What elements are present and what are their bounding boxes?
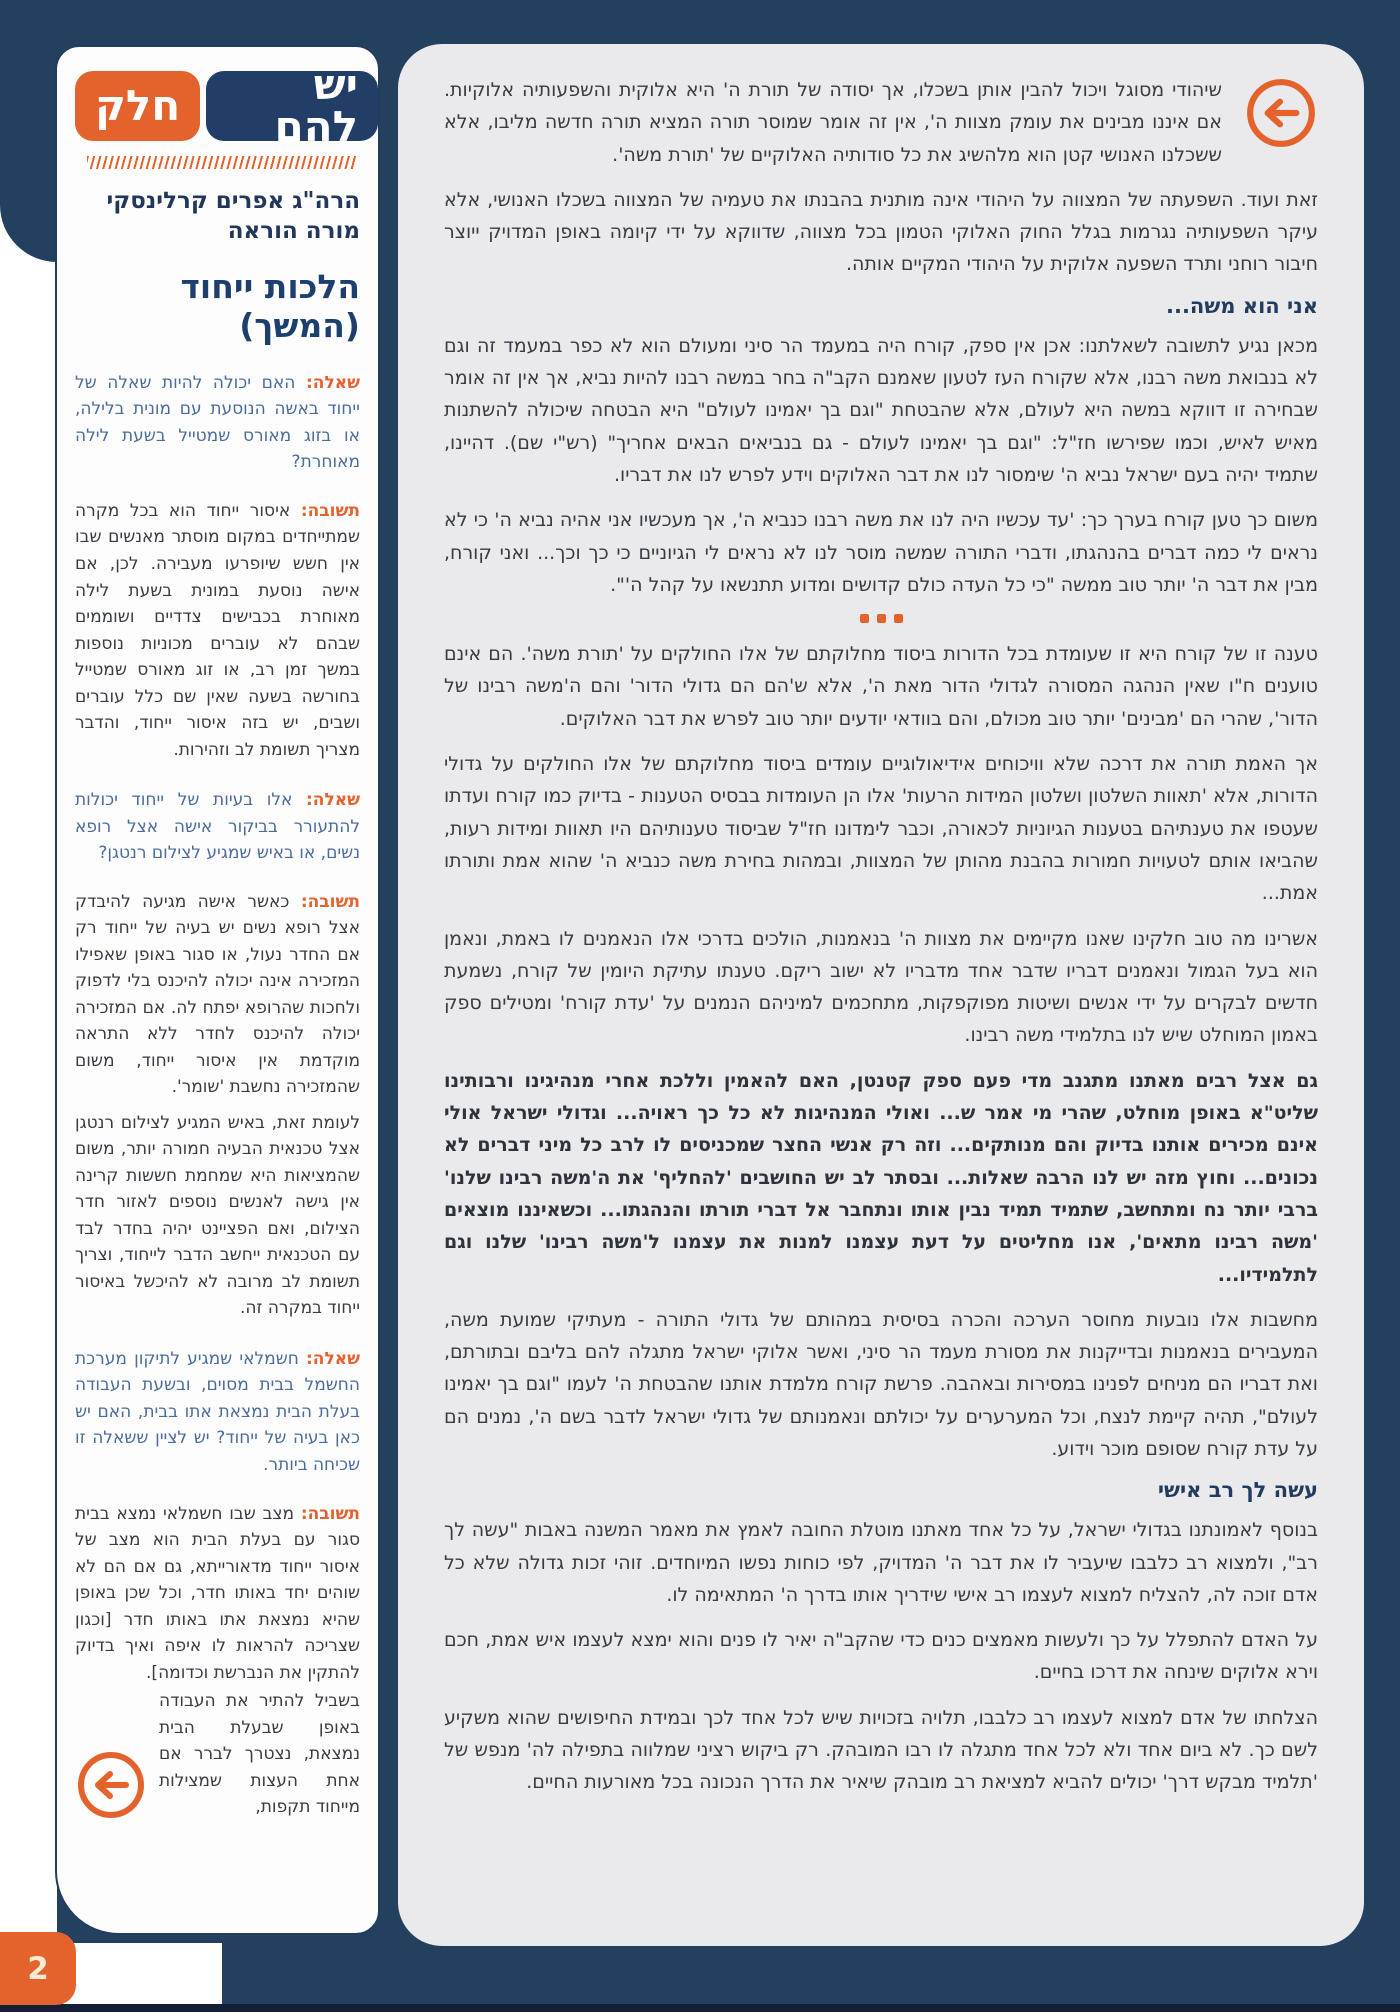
question-2 [75,787,360,867]
continued-from-arrow-icon [1244,76,1318,150]
answer-1-text: איסור ייחוד הוא בכל מקרה שמתייחדים במקום מוסתר מאנשים שבו אין חשש שיופרעו מעבירה. לכן, אם אישה נוסעת במונית בשעת לילה מאוחרת בכבישים צדדיים ושוממים שבהם לא עוברים מכוניות נוספות במשך זמן רב, או זוג מאורס שמטייל בחורשה בשעה שאין שם כלל עוברים ושבים, יש בזה איסור ייחוד, והדבר מצריך תשומת לב וזהירות. [75,500,360,760]
author-role: מורה הוראה [227,218,360,245]
answer-3 [75,1501,360,1687]
question-label: שאלה: [305,790,360,811]
answer-2-text: כאשר אישה מגיעה להיבדק אצל רופא נשים יש בעיה של ייחוד רק אם החדר נעול, או סגור באופן שאפילו המזכירה אינה יכולה להיכנס בלי לדפוק ולחכות שהרופא יפתח לה. אם המזכירה יכולה להיכנס לחדר ללא התראה מוקדמת אין איסור ייחוד, משום שהמזכירה נחשבת 'שומר'. [75,891,360,1098]
left-margin-strip [0,200,57,2004]
author-block [75,186,360,247]
section-divider-dots [444,614,1318,623]
answer-3-text: מצב שבו חשמלאי נמצא בבית סגור עם בעלת הבית הוא מצב של איסור ייחוד מדאורייתא, גם אם הם לא שוהים יחד באותו חדר, וכל שכן באופן שהיא נמצאת אתו באותו חדר [וכגון שצריכה להראות לו איפה ואיך בדיוק להתקין את הנברשת וכדומה]. [75,1503,360,1683]
footer-dark-strip [0,2004,1400,2012]
article-paragraph: מכאן נגיע לתשובה לשאלתנו: אכן אין ספק, קורח היה במעמד הר סיני ומעולם הוא לא כפר במעמד זה וגם לא בנבואת משה רבנו, אלא שקורח העז לטעון שאמנם הקב"ה בחר במשה רבנו להיות נביא, אך אין זה אומר שבחירה זו דווקא במשה היא לעולם, אלא שהבטחת "וגם בך יאמינו לעולם" היא הבטחה שיכולה להשתנות מאיש לאיש, וכמו שפירשו חז"ל: "וגם בך יאמינו לעולם - גם בנביאים הבאים אחריך" (רש"י שם). דהיינו, שתמיד יהיה בעם ישראל נביא ה' שימסור לנו את דבר האלוקים וידע לפרש לנו את דבריו. [444,334,1318,486]
article-paragraph: שיהודי מסוגל ויכול להבין אותן בשכלו, אך יסודה של תורת ה' היא אלוקית והשפעותיה אלוקיות. אם איננו מבינים את עומק מצוות ה', אין זה אומר שמוסר תורה המציא תורה חדשה מליבו, אלא ששכלנו האנושי קטן הוא מלהשיג את כל סודותיה האלוקיים של 'תורת משה'. [444,79,1222,166]
article-paragraph: אשרינו מה טוב חלקינו שאנו מקיימים את מצוות ה' בנאמנות, הולכים בדרכי אלו הנאמנים לו באמת, ונאמן הוא בעל הגמול ונאמנים דבריו שדבר אחד מדבריו לא ישוב ריקם. טענתו עתיקת היומין של קורח, נשמעת חדשים לבקרים על ידי אנשים ושיטות מפוקפקות, מתחכמים למיניהם הנמנים על 'עדת קורח' ומטילים ספק באמון המוחלט שיש לנו בתלמידי משה רבינו. [444,927,1318,1047]
logo-pill-navy: יש להם [206,71,378,141]
continued-arrow-icon [75,1749,147,1821]
page-number-tab [0,1932,76,2005]
author-name: הרה"ג אפרים קרלינסקי [106,188,360,214]
section-heading-1: אני הוא משה... [1165,293,1318,318]
main-article-card [398,44,1364,1946]
answer-2 [75,889,360,1101]
article-paragraph: אך האמת תורה את דרכה שלא וויכוחים אידיאולוגיים עומדים ביסוד מחלוקתם של אלו החולקים על גדולי הדורות, אלא 'תאוות השלטון ושלטון המידות הרעות' אלו הן העומדות בבסיס הטענות - בדיוק כמו קורח ועדתו שעטפו את טענתיהם בטענות הגיוניות לכאורה, וכבר לימדונו חז"ל שביסוד טענותיהם היו תאוות ומידות רעות, שהביאו אותם לטעויות חמורות בהבנת מהותן של המצוות, ובמהות בחירת משה כנביא ה' שהוא אמת ותורתו אמת... [444,753,1318,905]
answer-3-end-row [75,1688,360,1821]
answer-2-continued: לעומת זאת, באיש המגיע לצילום רנטגן אצל טכנאית הבעיה חמורה יותר, משום שהמציאות היא שמחמת חששות קרינה אין גישה לאנשים נוספים לאזור חדר הצילום, ואם הפציינט יהיה בחדר לבד עם הטכנאית ייחשב הדבר לייחוד, וצריך תשומת לב מרובה לא להיכשל באיסור ייחוד במקרה זה. [75,1112,360,1319]
question-label: שאלה: [305,372,360,393]
answer-1 [75,498,360,763]
question-1-text: האם יכולה להיות שאלה של ייחוד באשה הנוסעת עם מונית בלילה, או בזוג מאורס שמטייל בשעת לילה מאוחרת? [75,372,360,473]
article-paragraph: זאת ועוד. השפעתה של המצווה על היהודי אינה מותנית בהבנתו את טעמיה של המצווה בשכלו האנושי, אלא עיקר השפעותיה נגרמות בגלל החוק האלוקי הטמון בכל מצווה, שדווקא על ידי קיומה באופן המדויק ייוצר חיבור רוחני ותרד השפעה אלוקית על היהודי המקיים אותה. [444,188,1318,276]
article-paragraph: משום כך טען קורח בערך כך: 'עד עכשיו היה לנו את משה רבנו כנביא ה', אך מעכשיו אני אהיה נביא ה' כי לא נראים לי כמה דברים בהנהגתו, ודברי התורה שמשה מוסר לנו לא נראים לי הגיוניים כי כך וכך... ואני קורח, מבין את דבר ה' יותר טוב ממשה "כי כל העדה כולם קדושים ומדוע תתנשאו על קהל ה'". [444,509,1318,596]
question-1 [75,370,360,476]
article-paragraph: הצלחתו של אדם למצוא לעצמו רב כלבבו, תלויה בזכויות שיש לכל אחד לכך ובמידת החיפושים שהוא משקיע לשם כך. לא ביום אחד ולא לכל אחד מתגלה לו רבו המובהק. רק ביקוש רציני שמלווה בתפילה לה' מנפש של 'תלמיד מבקש דרך' יכולים להביא למציאת רב מובהק שיאיר את הדרך הנכונה בכל מאורעות החיים. [444,1706,1318,1794]
question-3-text: חשמלאי שמגיע לתיקון מערכת החשמל בבית מסוים, ובשעת העבודה בעלת הבית נמצאת אתו בבית, האם יש כאן בעיה של ייחוד? יש לציין ששאלה זו שכיחה ביותר. [75,1348,360,1475]
article-paragraph: מחשבות אלו נובעות מחוסר הערכה והכרה בסיסית במהותם של גדולי התורה - מעתיקי שמועת משה, המעבירים בנאמנות ובדייקנות את מסורת מעמד הר סיני, ואשר אלוקי ישראל מתגלה להם בליבם ובתורתם, ואת דבריו הם מניחים לפנינו במסירות ובאהבה. פרשת קורח מלמדת אותנו שהבטחת ה' לעמו "וגם בך יאמינו לעולם", תהיה קיימת לנצח, וכל המערערים על יכולתם ונאמנותם של גדולי ישראל לדבר בשם ה', נמנים הם על עדת קורח שסופם מוכר וידוע. [444,1308,1318,1460]
publication-logo [75,60,378,151]
section-heading-2: עשה לך רב אישי [1157,1478,1318,1503]
question-label: שאלה: [305,1348,360,1369]
answer-label: תשובה: [300,891,360,912]
hatch-divider [87,156,356,169]
column-title: הלכות ייחוד (המשך) [180,266,360,346]
page-number: 2 [27,1950,49,1987]
article-paragraph-emphasized: גם אצל רבים מאתנו מתגנב מדי פעם ספק קטנטן, האם להאמין וללכת אחרי מנהיגינו ורבותינו שליט"א באופן מוחלט, שהרי מי אמר ש... ואולי המנהיגות לא כל כך ראויה... וגדולי ישראל אולי אינם מכירים אותנו בדיוק והם מנותקים... וזה רק אנשי החצר שמכניסים לו לרב כל מיני דברים לא נכונים... וחוץ מזה יש לנו הרבה שאלות... ובסתר לב יש החושבים 'להחליף' את ה'משה רבינו שלנו' ברבי יותר נח ומתחשב, שתמיד תמיד נבין אותו ונתחבר אל דברי תורתו והנהגתו... וכשאיננו מוצאים 'משה רבינו מתאים', אנו מחליטים על דעת עצמנו למנות את עצמנו ל'משה רבינו' שלנו וגם לתלמידיו... [444,1069,1318,1286]
article-paragraph: טענה זו של קורח היא זו שעומדת בכל הדורות ביסוד מחלוקתם של אלו החולקים על 'תורת משה'. הם אינם טוענים ח"ו שאין הנהגה המסורה לגדולי הדור מאת ה', אלא ש'הם הם גדולי הדור' והם ה'משה רבינו של הדור', שהרי הם 'מבינים' יותר טוב מכולם, והם בוודאי יודעים יותר טוב לפרש את דבר האלוקים. [444,643,1318,730]
answer-label: תשובה: [300,1503,360,1524]
article-paragraph: על האדם להתפלל על כך ולעשות מאמצים כנים כדי שהקב"ה יאיר לו פנים והוא ימצא לעצמו איש אמת, חכם וירא אלוקים שינחה את דרכו בחיים. [444,1629,1318,1684]
question-3 [75,1346,360,1479]
article-paragraph: בנוסף לאמונתנו בגדולי ישראל, על כל אחד מאתנו מוטלת החובה לאמץ את מאמר המשנה באבות "עשה לך רב", ולמצוא רב כלבבו שיעביר לו את דבר ה' המדויק, לפי כוחות נפשו המיוחדים. זוהי זכות גדולה שלא כל אדם זוכה לה, להצליח למצוא לעצמו רב אישי שידריך אותו בדרך ה' המתאימה לו. [444,1519,1318,1606]
answer-label: תשובה: [300,500,360,521]
sidebar-card [55,45,380,1935]
answer-3-continued: בשביל להתיר את העבודה באופן שבעלת הבית נמצאת, נצטרך לברר אם אחת העצות שמצילות מייחוד תקפות, [159,1691,360,1818]
logo-pill-orange: חלק [75,71,200,141]
question-2-text: אלו בעיות של ייחוד יכולות להתעורר בביקור אישה אצל רופא נשים, או באיש שמגיע לצילום רנטגן? [75,790,360,864]
